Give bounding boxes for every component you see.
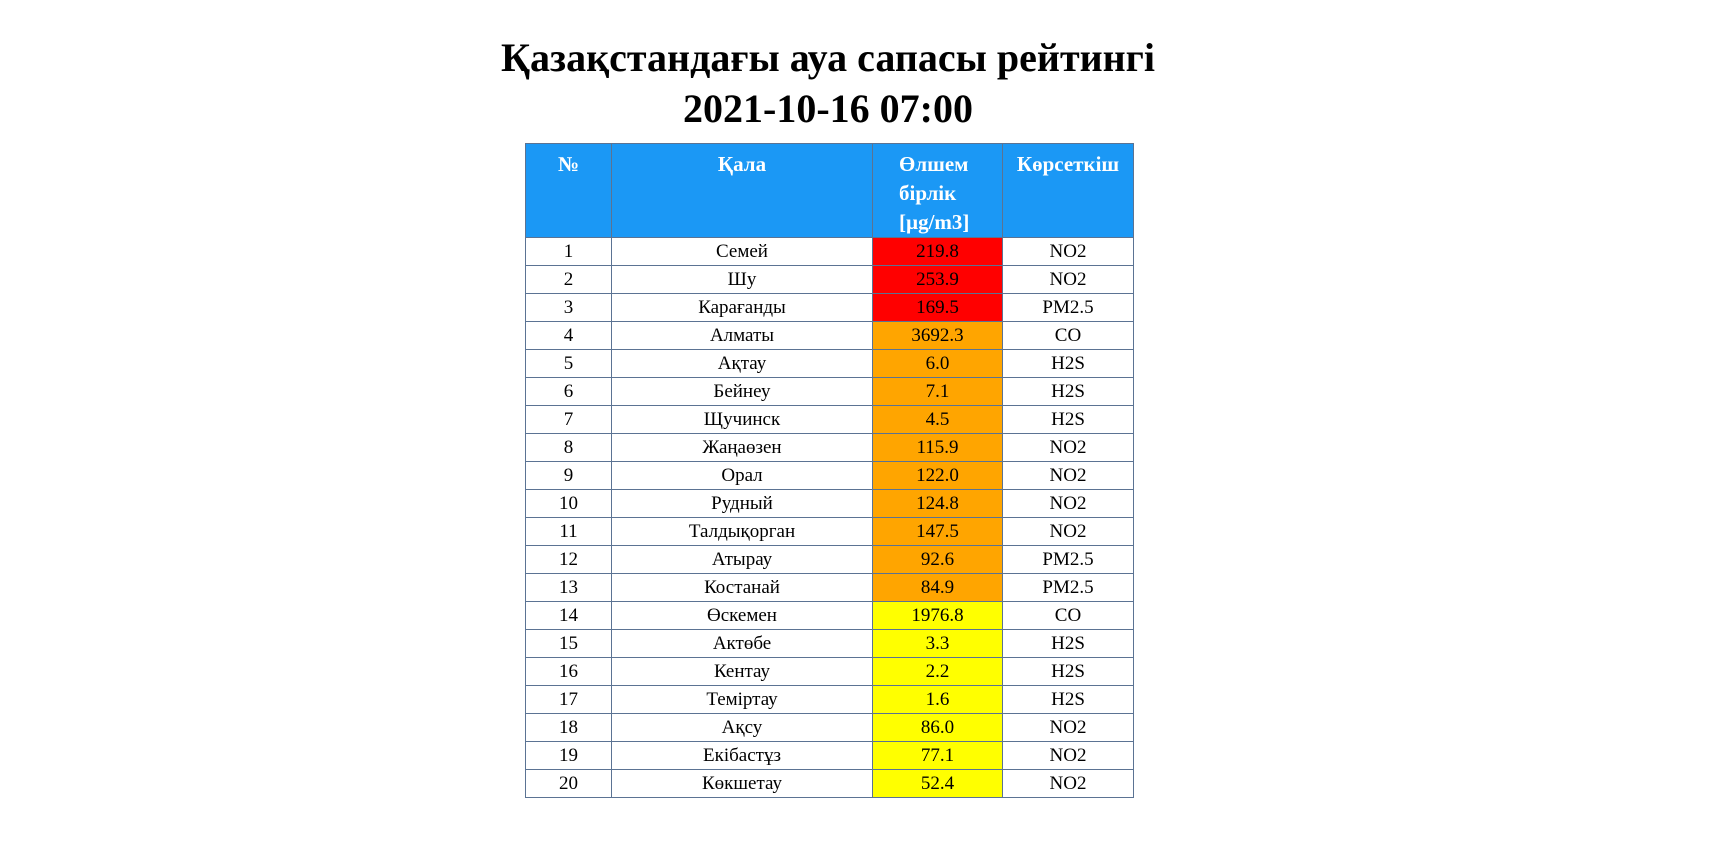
cell-city: Атырау (612, 546, 873, 574)
report-datetime: 2021-10-16 07:00 (683, 86, 973, 131)
cell-value: 84.9 (873, 574, 1003, 602)
cell-indicator: NO2 (1003, 742, 1134, 770)
cell-number: 11 (526, 518, 612, 546)
header-number: № (526, 144, 612, 238)
table-row (526, 518, 1134, 546)
cell-number: 5 (526, 350, 612, 378)
cell-city: Ақтау (612, 350, 873, 378)
cell-city: Актөбе (612, 630, 873, 658)
cell-value: 52.4 (873, 770, 1003, 798)
table-row (526, 266, 1134, 294)
cell-number: 9 (526, 462, 612, 490)
cell-city: Көкшетау (612, 770, 873, 798)
cell-indicator: NO2 (1003, 770, 1134, 798)
cell-value: 3692.3 (873, 322, 1003, 350)
cell-value: 77.1 (873, 742, 1003, 770)
cell-city: Орал (612, 462, 873, 490)
header-unit-line2: бірлік (899, 181, 957, 205)
cell-value: 122.0 (873, 462, 1003, 490)
cell-indicator: H2S (1003, 658, 1134, 686)
table-row (526, 238, 1134, 266)
cell-indicator: NO2 (1003, 462, 1134, 490)
table-row (526, 686, 1134, 714)
cell-value: 7.1 (873, 378, 1003, 406)
cell-value: 115.9 (873, 434, 1003, 462)
table-row (526, 658, 1134, 686)
cell-indicator: CO (1003, 322, 1134, 350)
cell-city: Теміртау (612, 686, 873, 714)
table-header-row (526, 144, 1134, 238)
cell-value: 169.5 (873, 294, 1003, 322)
cell-value: 3.3 (873, 630, 1003, 658)
cell-number: 19 (526, 742, 612, 770)
table-row (526, 406, 1134, 434)
cell-city: Алматы (612, 322, 873, 350)
table-row (526, 714, 1134, 742)
cell-city: Екібастұз (612, 742, 873, 770)
cell-city: Семей (612, 238, 873, 266)
header-unit-line3: [µg/m3] (899, 210, 970, 234)
cell-number: 12 (526, 546, 612, 574)
table-row (526, 434, 1134, 462)
cell-value: 147.5 (873, 518, 1003, 546)
table-row (526, 462, 1134, 490)
cell-city: Талдықорган (612, 518, 873, 546)
cell-number: 7 (526, 406, 612, 434)
table-row (526, 378, 1134, 406)
cell-number: 20 (526, 770, 612, 798)
table-row (526, 294, 1134, 322)
cell-city: Щучинск (612, 406, 873, 434)
cell-city: Жаңаөзен (612, 434, 873, 462)
cell-number: 6 (526, 378, 612, 406)
cell-city: Костанай (612, 574, 873, 602)
header-indicator: Көрсеткіш (1003, 144, 1134, 238)
air-quality-table (525, 143, 1134, 798)
cell-indicator: PM2.5 (1003, 574, 1134, 602)
cell-indicator: H2S (1003, 406, 1134, 434)
cell-indicator: NO2 (1003, 518, 1134, 546)
cell-indicator: H2S (1003, 630, 1134, 658)
cell-number: 14 (526, 602, 612, 630)
cell-indicator: CO (1003, 602, 1134, 630)
table-row (526, 350, 1134, 378)
cell-number: 17 (526, 686, 612, 714)
cell-indicator: NO2 (1003, 490, 1134, 518)
cell-city: Кентау (612, 658, 873, 686)
table-row (526, 546, 1134, 574)
cell-indicator: NO2 (1003, 714, 1134, 742)
table-row (526, 574, 1134, 602)
table-row (526, 742, 1134, 770)
header-unit-line1: Өлшем (899, 152, 969, 176)
table-row (526, 630, 1134, 658)
cell-value: 253.9 (873, 266, 1003, 294)
cell-indicator: NO2 (1003, 238, 1134, 266)
cell-indicator: H2S (1003, 686, 1134, 714)
table-row (526, 602, 1134, 630)
cell-indicator: H2S (1003, 350, 1134, 378)
cell-number: 8 (526, 434, 612, 462)
table-row (526, 322, 1134, 350)
cell-number: 13 (526, 574, 612, 602)
cell-number: 15 (526, 630, 612, 658)
cell-city: Карағанды (612, 294, 873, 322)
table-body (526, 238, 1134, 798)
cell-indicator: NO2 (1003, 266, 1134, 294)
cell-city: Шу (612, 266, 873, 294)
cell-number: 18 (526, 714, 612, 742)
cell-indicator: H2S (1003, 378, 1134, 406)
cell-value: 92.6 (873, 546, 1003, 574)
cell-city: Ақсу (612, 714, 873, 742)
cell-value: 6.0 (873, 350, 1003, 378)
cell-number: 16 (526, 658, 612, 686)
cell-number: 10 (526, 490, 612, 518)
cell-number: 2 (526, 266, 612, 294)
cell-value: 219.8 (873, 238, 1003, 266)
cell-city: Рудный (612, 490, 873, 518)
header-city: Қала (612, 144, 873, 238)
cell-indicator: NO2 (1003, 434, 1134, 462)
table-row (526, 770, 1134, 798)
cell-value: 86.0 (873, 714, 1003, 742)
cell-value: 124.8 (873, 490, 1003, 518)
header-unit (873, 144, 1003, 238)
cell-value: 2.2 (873, 658, 1003, 686)
table-row (526, 490, 1134, 518)
cell-value: 1976.8 (873, 602, 1003, 630)
cell-indicator: PM2.5 (1003, 294, 1134, 322)
cell-number: 4 (526, 322, 612, 350)
cell-city: Өскемен (612, 602, 873, 630)
cell-number: 3 (526, 294, 612, 322)
cell-indicator: PM2.5 (1003, 546, 1134, 574)
page-title: Қазақстандағы ауа сапасы рейтингі (501, 35, 1155, 80)
cell-city: Бейнеу (612, 378, 873, 406)
cell-number: 1 (526, 238, 612, 266)
cell-value: 1.6 (873, 686, 1003, 714)
cell-value: 4.5 (873, 406, 1003, 434)
